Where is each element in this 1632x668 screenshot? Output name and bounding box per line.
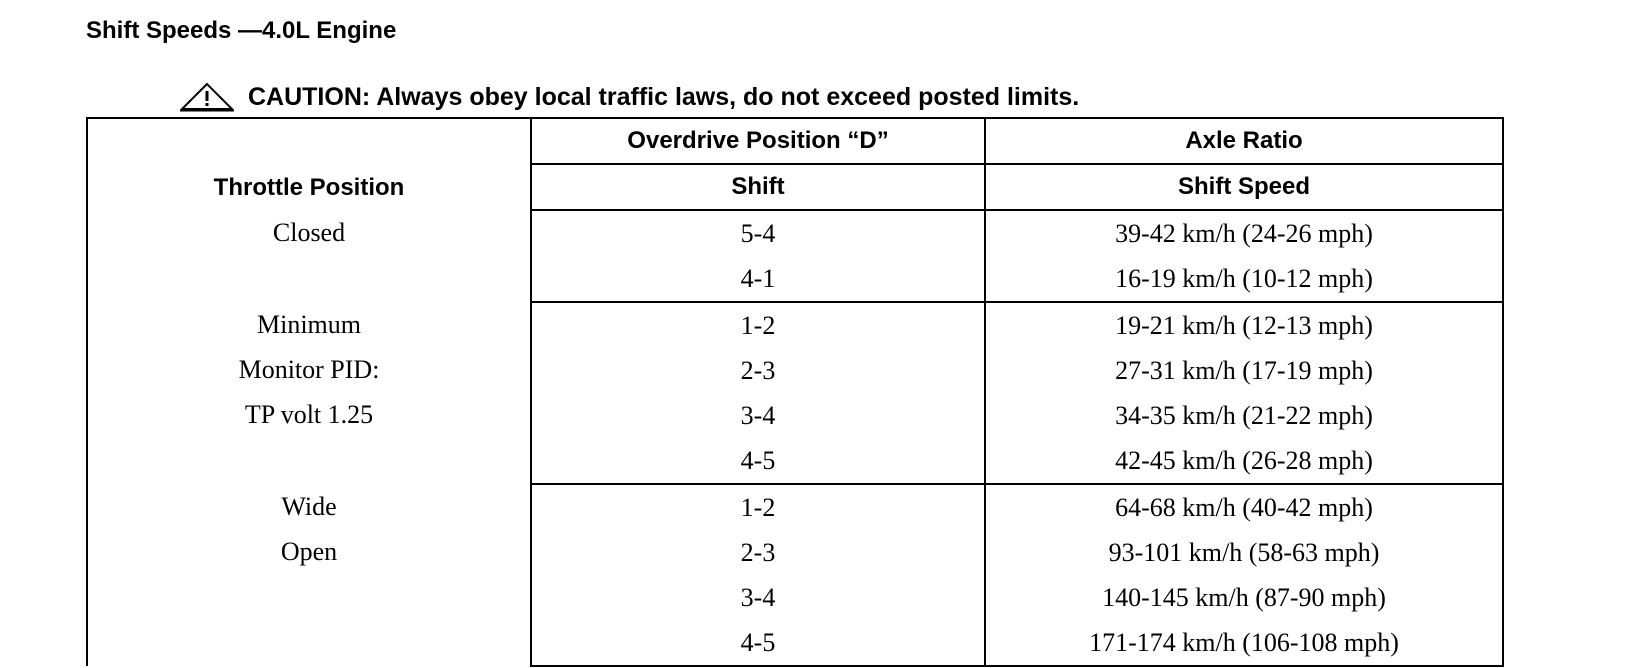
header-overdrive-position: Overdrive Position “D”: [531, 118, 985, 164]
throttle-position-cell: [87, 210, 531, 302]
shift-cell: 3-4: [531, 575, 985, 620]
throttle-position-line: Closed: [272, 218, 346, 247]
shift-speed-cell: 64-68 km/h (40-42 mph): [985, 484, 1503, 530]
shift-speed-cell: 19-21 km/h (12-13 mph): [985, 302, 1503, 348]
shift-cell: 4-5: [531, 620, 985, 666]
throttle-position-cell: [87, 302, 531, 484]
shift-speed-cell: 171-174 km/h (106-108 mph): [985, 620, 1503, 666]
warning-triangle-icon: [180, 82, 234, 112]
shift-cell: 2-3: [531, 530, 985, 575]
throttle-position-line: Wide: [281, 492, 337, 521]
shift-cell: 4-5: [531, 438, 985, 484]
shift-cell: 3-4: [531, 393, 985, 438]
shift-cell: 5-4: [531, 210, 985, 256]
shift-cell: 2-3: [531, 348, 985, 393]
throttle-position-line: Open: [280, 537, 338, 566]
header-shift-speed: Shift Speed: [985, 164, 1503, 210]
shift-speed-cell: 16-19 km/h (10-12 mph): [985, 256, 1503, 302]
throttle-position-cell: [87, 484, 531, 666]
throttle-position-line: TP volt 1.25: [244, 400, 374, 429]
caution-text: CAUTION: Always obey local traffic laws, do not exceed posted limits.: [248, 83, 1080, 111]
table-row: [87, 484, 1503, 530]
table-row: [87, 302, 1503, 348]
throttle-position-line: Monitor PID:: [238, 355, 380, 384]
table-row: [87, 210, 1503, 256]
shift-speed-cell: 42-45 km/h (26-28 mph): [985, 438, 1503, 484]
table-body: [87, 210, 1503, 666]
shift-cell: 4-1: [531, 256, 985, 302]
throttle-position-line: Minimum: [256, 310, 361, 339]
header-throttle-position: Throttle Position: [87, 118, 531, 210]
shift-speed-cell: 27-31 km/h (17-19 mph): [985, 348, 1503, 393]
shift-speeds-table: [86, 117, 1504, 667]
shift-cell: 1-2: [531, 302, 985, 348]
shift-speed-cell: 34-35 km/h (21-22 mph): [985, 393, 1503, 438]
header-axle-ratio: Axle Ratio: [985, 118, 1503, 164]
caution-notice: [180, 80, 1079, 114]
header-shift: Shift: [531, 164, 985, 210]
document-title: Shift Speeds —4.0L Engine: [86, 17, 397, 44]
shift-cell: 1-2: [531, 484, 985, 530]
shift-speed-cell: 39-42 km/h (24-26 mph): [985, 210, 1503, 256]
shift-speed-cell: 93-101 km/h (58-63 mph): [985, 530, 1503, 575]
shift-speed-cell: 140-145 km/h (87-90 mph): [985, 575, 1503, 620]
